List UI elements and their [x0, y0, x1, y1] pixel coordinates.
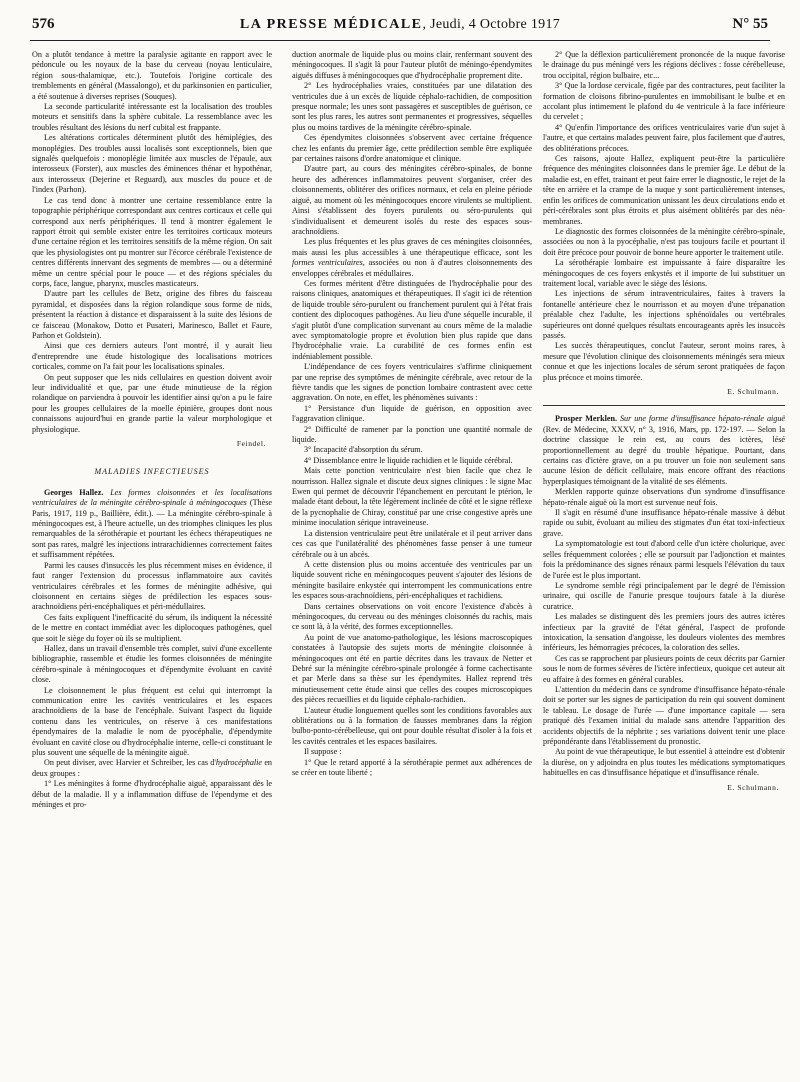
- paragraph: 2° Difficulté de ramener par la ponction une quantité normale de liquide.: [292, 424, 532, 445]
- review-paragraph: [543, 414, 785, 487]
- paragraph: A cette distension plus ou moins accentuée des ventricules par un liquide souvent riche en méningocoques peuvent s'ajouter des lésions de méningite basilaire enkystée qui interrompent les communications entre les espaces sous-arachnoïdiens, péri-encéphaliques et rachidiens.: [292, 559, 532, 601]
- paragraph: Le diagnostic des formes cloisonnées de la méningite cérébro-spinale, associées ou non à la pyocéphalie, n'est pas toujours facile et pourtant il doit être précoce pour pouvoir de bonne heure apporter le traitement utile.: [543, 226, 785, 257]
- author-signature: E. Schulmann.: [727, 387, 779, 396]
- paragraph: L'attention du médecin dans ce syndrome d'insuffisance hépato-rénale doit se porter sur les signes de participation du rein qui souvent dominent le tableau. Le dosage de l'urée — d'une importance capitale — sera pratiqué dès l'examen initial du malade sans attendre l'apparition des accidents objectifs de la néphrite ; ses variations doivent tenir une place prépondérante dans l'établissement du pronostic.: [543, 684, 785, 746]
- paragraph: 1° Persistance d'un liquide de guérison, en opposition avec l'aggravation clinique.: [292, 403, 532, 424]
- review-author: Prosper Merklen.: [555, 414, 618, 424]
- paragraph: D'autre part, au cours des méningites cérébro-spinales, de bonne heure des adhérences inflammatoires peuvent s'organiser, créer des cloisonnements, oblitérer des orifices normaux, et cela en pleine période aiguë, au moment où les méningocoques encore virulents se multiplient. Ainsi s'établissent des foyers purulents ou séro-purulents qui s'individualisent et demeurent isolés du reste des espaces sous-arachnoïdiens.: [292, 164, 532, 236]
- paragraph: Ces cas se rapprochent par plusieurs points de ceux décrits par Garnier sous le nom de formes sévères de l'ictère infectieux, quoique cet auteur ait eu affaire à des formes en général curables.: [543, 653, 785, 684]
- author-signature: E. Schulmann.: [727, 782, 779, 792]
- paragraph: Au point de vue anatomo-pathologique, les lésions macroscopiques constatées à l'autopsie des sujets morts de méningite cloisonnée à méningocoques ont été en partie décrites dans les travaux de Netter et Debré sur la méningite cérébro-spinale prolongée à forme cachectisante et par Merle dans sa thèse sur les épendymites. Hallez reprend très minutieusement cette étude ainsi que celles des coupes microscopiques des pièces recueillies et du liquide céphalo-rachidien.: [292, 632, 532, 705]
- paragraph: Ces épendymites cloisonnées s'observent avec certaine fréquence chez les enfants du premier âge, cette prédilection semble être expliquée par certaines raisons d'ordre anatomique et clinique.: [292, 133, 532, 164]
- paragraph: Ces raisons, ajoute Hallez, expliquent peut-être la particulière fréquence des méningites cloisonnées dans le premier âge. Le début de la maladie est, en effet, trainant et peut faire errer le diagnostic, le rejet de la tête en arrière et la crampe de la nuque y sont particulièrement intenses, enfin les orifices de communication unissant les deux circulations endo et péri-cérébrales sont plus étroits et plus aisément oblitérés par des néo-membranes.: [543, 154, 785, 226]
- text-run-italic: hydrocéphalie: [215, 758, 263, 768]
- column-3: [543, 50, 785, 1074]
- review-title: Les formes cloisonnées et les localisations ventriculaires de la méningite cérébro-spinale à méningocoques: [32, 487, 272, 508]
- paragraph: Le syndrome semble régi principalement par le degré de l'émission urinaire, qui oscille de l'anurie presque toujours fatale à la diurèse curatrice.: [543, 580, 785, 611]
- paragraph: 2° Que la déflexion particulièrement prononcée de la nuque favorise le drainage du pus méningé vers les régions déclives : fosse cérébelleuse, trou occipital, région bulbaire, etc...: [543, 50, 785, 80]
- review-paragraph: [32, 488, 272, 561]
- column-2: [292, 50, 532, 1074]
- column-1: [32, 50, 272, 1074]
- paragraph: Ainsi que ces derniers auteurs l'ont montré, il y aurait lieu d'entreprendre une étude histologique des localisations motrices corticales, comme on l'a fait pour les localisations spinales.: [32, 341, 272, 372]
- text-run: Les plus fréquentes et les plus graves de ces méningites cloisonnées, mais aussi les plus accessibles à une thérapeutique efficace, sont les: [292, 237, 532, 257]
- paragraph: Au point de vue thérapeutique, le but essentiel à atteindre est d'obtenir la diurèse, on y adjoindra en plus toutes les médications symptomatiques habituelles en cas d'insuffisance hépatique et d'insuffisance rénale.: [543, 747, 785, 778]
- text-run: On peut diviser, avec Harvier et Schreiber, les cas d': [44, 758, 216, 768]
- paragraph: Le cloisonnement le plus fréquent est celui qui interrompt la communication entre les cavités ventriculaires et les espaces arachnoïdiens de la base de l'encéphale. Suivant l'aspect du liquide contenu dans les ventricules, on réserve à ces manifestations épendymaires de la maladie le nom de pyocéphalie, d'épendymite évoluant en cavité close ou d'hydrocéphalie interne, celle-ci constituant le plus souvent une séquelle de la méningite aiguë.: [32, 685, 272, 757]
- paragraph: 1° Que le retard apporté à la sérothérapie permet aux adhérences de se créer en toute liberté ;: [292, 757, 532, 778]
- paragraph: 3° Que la lordose cervicale, figée par des contractures, peut faciliter la formation de cloisons fibrino-purulentes en immobilisant le bulbe et en accolant plus intimement le plafond du 4e ventricule à la face inférieure du cervelet ;: [543, 81, 785, 122]
- paragraph: Les altérations corticales déterminent plutôt des hémiplégies, des monoplégies. Des troubles aussi localisés sont exceptionnels, bien que signalés quelquefois : monoplégie limitée aux muscles de l'épaule, aux interosseux (Forster), aux muscles des éminences thénar et hypothénar, aux interosseux (Dejerine et Reguard), aux muscles du pouce et de l'index (Parhon).: [32, 133, 272, 195]
- section-divider: [543, 405, 785, 406]
- paragraph: On a plutôt tendance à mettre la paralysie agitante en rapport avec le pédoncule ou les noyaux de la base du cerveau (noyau lenticulaire, région sous-thalamique, etc.). Toutefois l'origine corticale des tremblements en général (Massalongo), et du parkinsonien en particulier, a été soutenue à diverses reprises (Souques).: [32, 50, 272, 101]
- paragraph: Ces formes méritent d'être distinguées de l'hydrocéphalie pour des raisons cliniques, anatomiques et thérapeutiques. Il s'agit ici de rétention de liquide trouble séro-purulent ou franchement purulent qui à l'état frais contient des diplocoques pathogènes. Au lieu d'une séquelle incurable, il s'agit plutôt d'une complication survenant au cours même de la maladie avec symptomatologie propre et évolution bien plus rapide que dans l'hydrocéphalie vraie. La curabilité de ces formes enfin est indéniablement possible.: [292, 278, 532, 361]
- text-run: en deux groupes :: [32, 758, 272, 778]
- paragraph: L'auteur étudie longuement quelles sont les conditions favorables aux oblitérations ou à la formation de fausses membranes dans la région bulbo-ponto-cérébelleuse, qui ont pour double résultat d'isoler à la fois et les cavités centrales et les espaces basilaires.: [292, 705, 532, 746]
- paragraph: L'indépendance de ces foyers ventriculaires s'affirme cliniquement par une reprise des symptômes de méningite cérébrale, avec retour de la fièvre tandis que les signes de ponction lombaire contrastent avec cette aggravation. On note, en effet, les phénomènes suivants :: [292, 362, 532, 403]
- issue-number: N° 55: [732, 16, 768, 32]
- paragraph: Parmi les causes d'insuccès les plus récemment mises en évidence, il faut ranger l'extension du processus inflammatoire aux cavités ventriculaires cérébrales et les formes de méningite adhésive, qui cloisonnent en certains sièges de prédilection les espaces sous-arachnoïdiens péri-encéphaliques et péri-médullaires.: [32, 560, 272, 612]
- paragraph: La seconde particularité intéressante est la localisation des troubles moteurs et sensitifs dans la sphère cubitale. La ressemblance avec les troubles résultant des lésions du nerf cubital est frappante.: [32, 102, 272, 132]
- paragraph: Hallez, dans un travail d'ensemble très complet, suivi d'une excellente bibliographie, rassemble et étudie les formes cloisonnées de méningite cérébro-spinale à méningocoques et d'épendymite évoluant en cavité close.: [32, 643, 272, 685]
- paragraph: 1° Les méningites à forme d'hydrocéphalie aiguë, apparaissant dès le début de la maladie. Il y a inflammation diffuse de l'épendyme et des méninges et pro-: [32, 779, 272, 810]
- paragraph: La symptomatologie est tout d'abord celle d'un ictère cholurique, avec selles fréquemment colorées ; elle se poursuit par l'adjonction et maintes fois la prédominance des signes rénaux parmi lesquels l'élévation du taux de l'urée est le plus important.: [543, 539, 785, 580]
- text-run-italic: formes ventriculaires: [292, 258, 363, 268]
- paragraph: Les malades se distinguent dès les premiers jours des autres ictères infectieux par la gravité de l'état général, l'aspect de profonde intoxication, la sensation d'angoisse, les douleurs violentes des membres inférieurs, les hémorragies précoces, la coloration des selles.: [543, 612, 785, 653]
- paragraph: 4° Dissemblance entre le liquide rachidien et le liquide cérébral.: [304, 455, 513, 465]
- page-header: [30, 14, 770, 41]
- author-signature: Feindel.: [236, 439, 266, 449]
- page-number: 576: [32, 16, 55, 32]
- paragraph: Merklen rapporte quinze observations d'un syndrome d'insuffisance hépato-rénale aiguë où la mort est survenue neuf fois.: [543, 487, 785, 507]
- paragraph: Mais cette ponction ventriculaire n'est bien facile que chez le nourrisson. Hallez signale et discute deux signes cliniques : le signe Mac Ewen qui permet de découvrir l'épanchement en percutant le ptérion, le malade étant debout, la tête légèrement inclinée de côté et le signe réflexe de la pycnophalie de Chiray, constitué par une crise congestive après une minime inoculation sérique intraveineuse.: [292, 466, 532, 528]
- review-reference: (Rev. de Médecine, XXXV, n° 3, 1916, Mars, pp. 172-197. — Selon la doctrine classique le rein est, au cours des ictères, lésé proportionnellement au degré du trouble hépatique. Pourtant, dans certains cas d'ictère grave, on a pu trouver un foie non seulement sans aucune lésion de déficit cellulaire, mais encore offrant des réactions hyperplasiques témoignant de la vitalité de ses éléments.: [543, 424, 785, 486]
- paragraph: Dans certaines observations on voit encore l'existence d'abcès à méningocoques, du cerveau ou des méninges cloisonnés du rachis, mais ce sont là, à la vérité, des formes exceptionnelles.: [292, 601, 532, 632]
- issue-date: , Jeudi, 4 Octobre 1917: [422, 17, 561, 32]
- paragraph: D'autre part les cellules de Betz, origine des fibres du faisceau pyramidal, et disposées dans la région rolandique sous forme de nids, présentent la réaction à distance et disparaissent à la suite des lésions de ce faisceau (Monakow, Dotto et Pusateri, Marinesco, Ballet et Faure, Parhon et Goldstein).: [32, 289, 272, 340]
- paragraph: Les injections de sérum intraventriculaires, faites à travers la fontanelle antérieure chez le nourrisson et au moyen d'une trépanation préalable chez l'adulte, les injections sphénoïdales ou vertébrales supérieures ont donné quelques résultats encourageants après les insuccès passés.: [543, 289, 785, 340]
- paragraph: [292, 237, 532, 279]
- paragraph: [32, 758, 272, 779]
- paragraph: duction anormale de liquide plus ou moins clair, renfermant souvent des méningocoques. Il s'agit là pour l'auteur plutôt de méningo-épendymites aiguës diffuses à méningocoques que d'hydrocéphalie proprement dite.: [292, 50, 532, 80]
- section-heading: MALADIES INFECTIEUSES: [94, 467, 210, 477]
- paragraph: 2° Les hydrocéphalies vraies, constituées par une dilatation des ventricules due à un excès de liquide céphalo-rachidien, de composition presque normale; les unes sont passagères et susceptibles de guérison, ce sont les plus rares, les autres sont permanentes et progressives, séquelles plus ou moins tardives de la méningite cérébro-spinale.: [292, 81, 532, 132]
- paragraph: Il s'agit en résumé d'une insuffisance hépato-rénale massive à début rapide ou subit, évoluant au milieu des stigmates d'un état toxi-infectieux grave.: [543, 508, 785, 538]
- running-title: [30, 17, 770, 33]
- paragraph: 4° Qu'enfin l'importance des orifices ventriculaires varie d'un sujet à l'autre, et que certains malades peuvent faire, plus facilement que d'autres, des oblitérations précoces.: [543, 122, 785, 153]
- paragraph: On peut supposer que les nids cellulaires en question doivent avoir leur individualité et que, par une étude minutieuse de la région rolandique on parviendra à pouvoir les identifier ainsi qu'on a pu le faire pour les groupes cellulaires de la moelle épinière, groupes dont nous connaissons aujourd'hui en grande partie la valeur morphologique et physiologique.: [32, 372, 272, 434]
- review-author: Georges Hallez.: [44, 487, 104, 497]
- paragraph: La distension ventriculaire peut être unilatérale et il peut arriver dans ces cas que l'unilatéralité des phénomènes fasse penser à une tumeur cérébrale ou à un abcès.: [292, 528, 532, 559]
- paragraph: Il suppose :: [304, 747, 342, 757]
- review-title: Sur une forme d'insuffisance hépato-rénale aiguë: [619, 414, 785, 424]
- paragraph: Le cas tend donc à montrer une certaine ressemblance entre la topographie périphérique correspondant aux centres corticaux et celle qui correspond aux nerfs périphériques. Il tend à montrer également le rapport étroit qui semble exister entre les territoires corticaux moteurs d'une certaine région et les territoires sensitifs de la même région. On sait que les physiologistes ont pu montrer sur l'écorce cérébrale l'existence de centres différents innervant des segments de membres — ou a déterminé même un centre spécial pour le pouce — et des régions spéciales du corps, face, langue, pharynx, muscles masticateurs.: [32, 195, 272, 288]
- paragraph: La sérothérapie lombaire est impuissante à faire disparaître les méningocoques de ces foyers enkystés et il importe de lui substituer un traitement local, variable avec le siège des lésions.: [543, 258, 785, 288]
- journal-title: LA PRESSE MÉDICALE: [239, 17, 423, 32]
- paragraph: Les succès thérapeutiques, conclut l'auteur, seront moins rares, à mesure que l'évolution clinique des cloisonnements méningés sera mieux connue et que les injections locales de sérum seront pratiquées de façon plus précoce et moins timorée.: [543, 341, 785, 382]
- review-reference: (Thèse Paris, 1917, 119 p., Baillière, édit.). — La méningite cérébro-spinale à méningocoques est, à l'heure actuelle, un des triomphes cliniques les plus remarquables de la sérothérapie et pourtant les échecs thérapeutiques ne sont pas rares, malgré les injections intrarachidiennes correctement faites et suffisamment répétées.: [32, 498, 272, 560]
- text-run: , associées ou non à d'autres cloisonnements des enveloppes cérébrales et médullaires.: [292, 258, 532, 278]
- paragraph: Ces faits expliquent l'inefficacité du sérum, ils indiquent la nécessité de le mettre en contact immédiat avec les diplocoques pathogènes, quel que soit le siège du foyer où ils se multiplient.: [32, 612, 272, 643]
- paragraph: 3° Incapacité d'absorption du sérum.: [304, 445, 423, 455]
